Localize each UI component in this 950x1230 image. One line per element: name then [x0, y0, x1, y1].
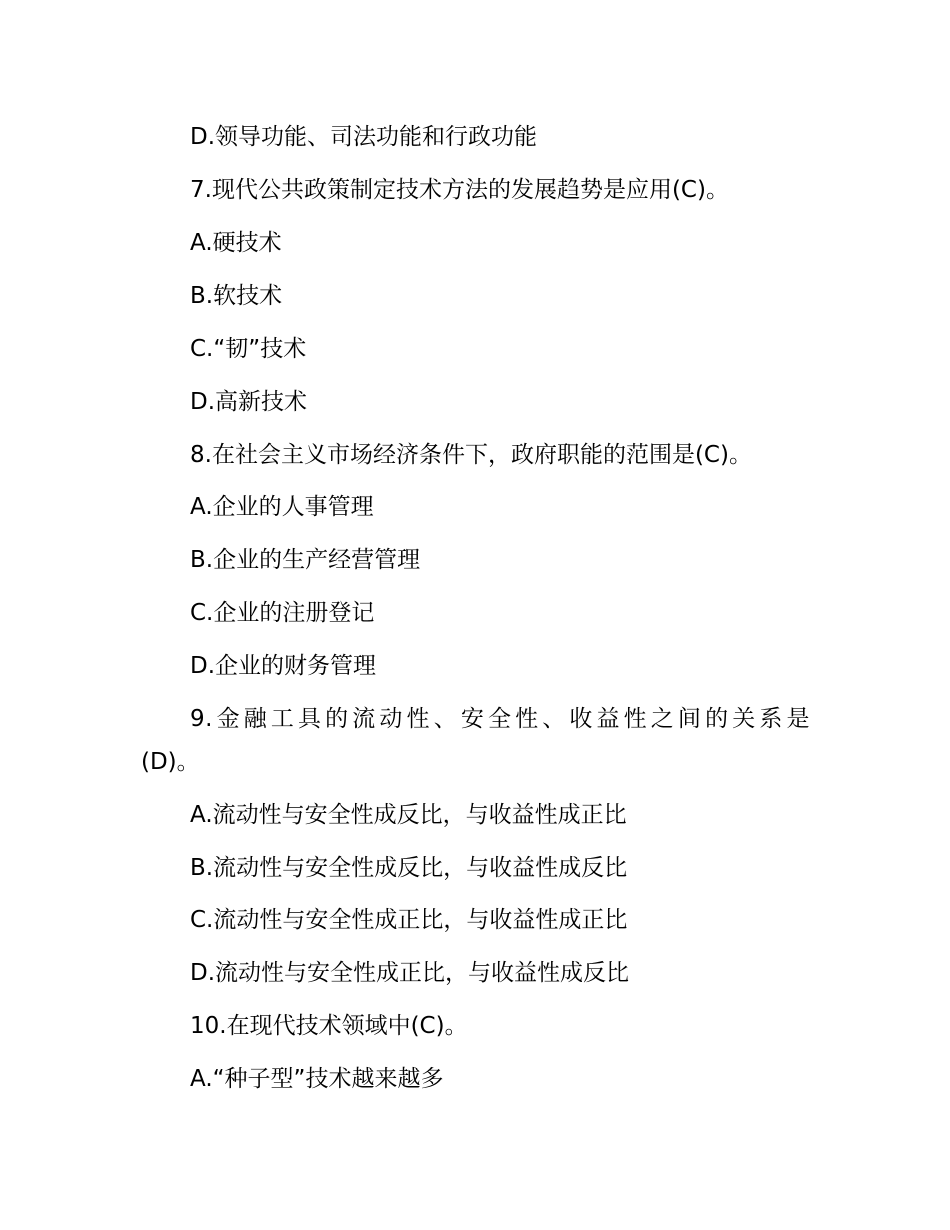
question-line: 8.在社会主义市场经济条件下，政府职能的范围是(C)。 — [190, 442, 752, 468]
question-line: 10.在现代技术领域中(C)。 — [190, 1013, 468, 1039]
option-line: B.软技术 — [190, 283, 283, 309]
option-line: D.高新技术 — [190, 389, 308, 415]
question-line: 9.金融工具的流动性、安全性、收益性之间的关系是 — [190, 706, 810, 732]
option-line: B.流动性与安全性成反比，与收益性成反比 — [190, 855, 628, 881]
option-line: D.企业的财务管理 — [190, 653, 377, 679]
option-line: D.流动性与安全性成正比，与收益性成反比 — [190, 960, 630, 986]
option-line: A.硬技术 — [190, 230, 282, 256]
option-line: A.流动性与安全性成反比，与收益性成正比 — [190, 802, 627, 828]
option-line: C.流动性与安全性成正比，与收益性成正比 — [190, 907, 628, 933]
option-line: A.“种子型”技术越来越多 — [190, 1066, 444, 1092]
question-line: 7.现代公共政策制定技术方法的发展趋势是应用(C)。 — [190, 177, 729, 203]
option-line: C.企业的注册登记 — [190, 600, 375, 626]
option-line: C.“韧”技术 — [190, 336, 307, 362]
option-line: B.企业的生产经营管理 — [190, 547, 421, 573]
option-line: A.企业的人事管理 — [190, 494, 374, 520]
question-line-continuation: (D)。 — [141, 749, 200, 775]
option-line: D.领导功能、司法功能和行政功能 — [190, 124, 538, 150]
